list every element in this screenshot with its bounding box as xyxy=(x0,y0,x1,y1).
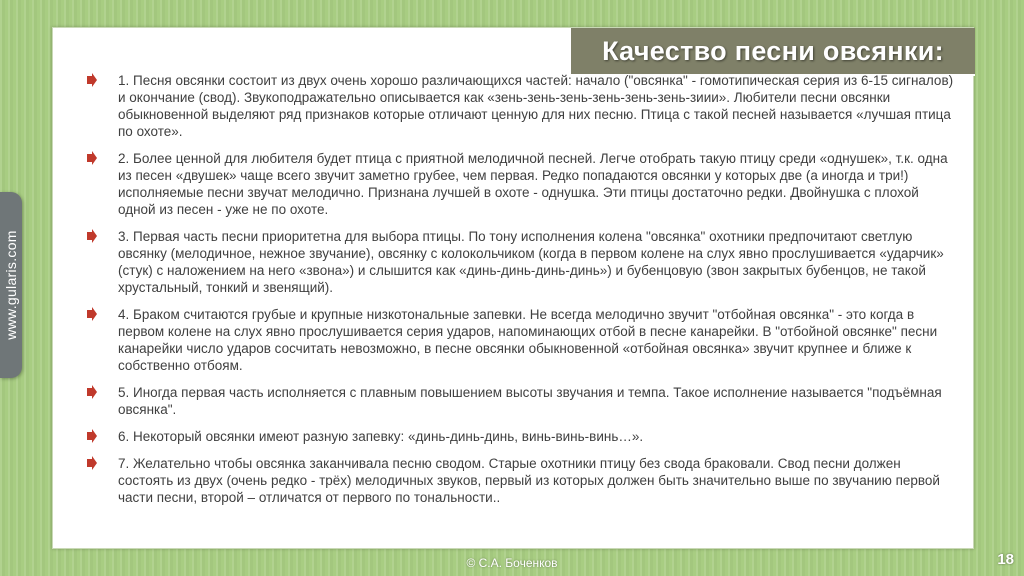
item-text: 3. Первая часть песни приоритетна для выбора птицы. По тону исполнения колена "овсянка" охотники предпочитают светлую овсянку (мелодичное, нежное звучание), овсянку с колокольчиком (когда в первом колене на слух явно прослушивается «ударчик» (стук) с наложением на него «звона») и слышится как «динь-динь-динь-динь») и бубенцовую (звон закрытых бубенцов, не такой хрустальный, тонкий и звенящий). xyxy=(118,229,944,295)
slide-title: Качество песни овсянки: xyxy=(569,28,975,76)
list-item xyxy=(86,150,956,218)
item-text: 2. Более ценной для любителя будет птица с приятной мелодичной песней. Легче отобрать такую птицу среди «однушек», т.к. одна из песен «двушек» чаще всего звучит заметно грубее, чем первая. Редко попадаются овсянки у которых две (а иногда и три!) исполняемые песни звучат мелодично. Признана лучшей в охоте - однушка. Эти птицы достаточно редки. Двойнушка с плохой одной из песен - уже не по охоте. xyxy=(118,151,948,217)
list-item xyxy=(86,306,956,374)
list-item xyxy=(86,228,956,296)
arrow-bullet-icon xyxy=(86,456,98,470)
list-item xyxy=(86,72,956,140)
item-text: 7. Желательно чтобы овсянка заканчивала песню сводом. Старые охотники птицу без свода браковали. Свод песни должен состоять из двух (очень редко - трёх) мелодичных звуков, первый из которых должен быть значительно выше по звучанию первой части песни, второй – отличатся от первого по тональности.. xyxy=(118,456,940,505)
arrow-bullet-icon xyxy=(86,73,98,87)
footer-author: © С.А. Боченков xyxy=(466,556,558,570)
website-side-tab xyxy=(0,192,22,378)
page-number: 18 xyxy=(997,551,1014,568)
list-item xyxy=(86,428,956,445)
bullet-list xyxy=(86,72,956,516)
item-text: 5. Иногда первая часть исполняется с плавным повышением высоты звучания и темпа. Такое исполнение называется "подъёмная овсянка". xyxy=(118,385,942,417)
arrow-bullet-icon xyxy=(86,151,98,165)
item-text: 1. Песня овсянки состоит из двух очень хорошо различающихся частей: начало ("овсянка" - гомотипическая серия из 6-15 сигналов) и окончание (свод). Звукоподражательно описывается как «зень-зень-зень-зень-зень-зень-зиии». Любители песни овсянки обыкновенной выделяют ряд признаков которые отличают ценную для них песню. Птица с такой песней называется «лучшая птица по охоте». xyxy=(118,73,954,139)
arrow-bullet-icon xyxy=(86,307,98,321)
list-item xyxy=(86,455,956,506)
list-item xyxy=(86,384,956,418)
website-link[interactable]: www.gularis.com xyxy=(3,230,19,340)
arrow-bullet-icon xyxy=(86,429,98,443)
item-text: 6. Некоторый овсянки имеют разную запевку: «динь-динь-динь, винь-винь-винь…». xyxy=(118,429,644,444)
arrow-bullet-icon xyxy=(86,229,98,243)
arrow-bullet-icon xyxy=(86,385,98,399)
item-text: 4. Браком считаются грубые и крупные низкотональные запевки. Не всегда мелодично звучит "отбойная овсянка" - это когда в первом колене на слух явно прослушивается серия ударов, напоминающих отбой в песне канарейки. В "отбойной овсянке" песни канарейки число ударов сосчитать невозможно, в песне овсянки обыкновенной «отбойная овсянка» звучит крупнее и ближе к собственно отбоям. xyxy=(118,307,938,373)
